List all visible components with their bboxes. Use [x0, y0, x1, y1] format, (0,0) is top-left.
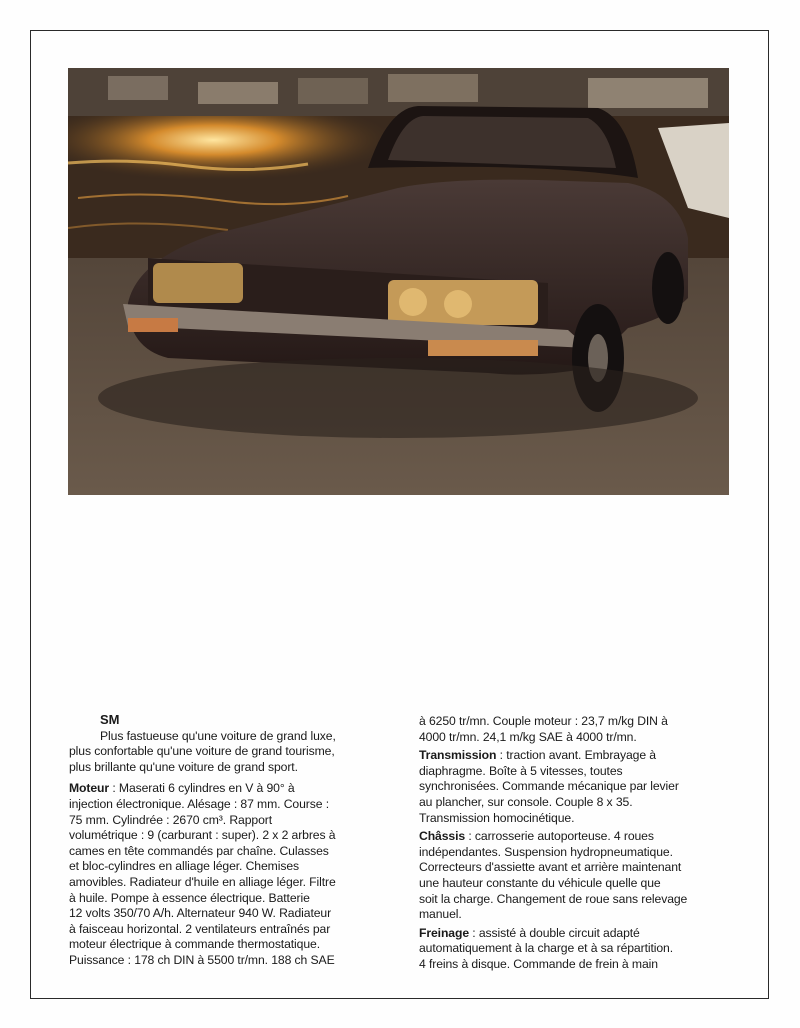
spec-chassis — [419, 829, 739, 923]
spec-line: indépendantes. Suspension hydropneumatique. — [419, 844, 673, 859]
spec-line: Puissance : 178 ch DIN à 5500 tr/mn. 188 ch SAE — [69, 952, 335, 967]
spec-line: soit la charge. Changement de roue sans relevage — [419, 891, 688, 906]
spec-line: à faisceau horizontal. 2 ventilateurs entraînés par — [69, 921, 331, 936]
spec-line: 4 freins à disque. Commande de frein à main — [419, 956, 658, 971]
intro-paragraph — [69, 729, 389, 776]
intro-line: plus brillante qu'une voiture de grand sport. — [69, 759, 298, 774]
spec-heading: Châssis — [419, 829, 466, 844]
spec-line: automatiquement à la charge et à sa répartition. — [419, 941, 674, 956]
spec-heading: Moteur — [69, 781, 110, 796]
spec-line: à huile. Pompe à essence électrique. Batterie — [69, 890, 310, 905]
spec-line: 4000 tr/mn. 24,1 m/kg SAE à 4000 tr/mn. — [419, 729, 637, 744]
spec-line: : Maserati 6 cylindres en V à 90° à — [112, 781, 295, 796]
spec-transmission — [419, 748, 739, 826]
spec-line: Transmission homocinétique. — [419, 810, 575, 825]
spec-line: moteur électrique à commande thermostatique. — [69, 937, 320, 952]
spec-line: amovibles. Radiateur d'huile en alliage léger. Filtre — [69, 874, 336, 889]
spec-line: volumétrique : 9 (carburant : super). 2 x 2 arbres à — [69, 828, 336, 843]
spec-line: au plancher, sur console. Couple 8 x 35. — [419, 794, 633, 809]
intro-line: plus confortable qu'une voiture de grand tourisme, — [69, 744, 335, 759]
spec-line: diaphragme. Boîte à 5 vitesses, toutes — [419, 763, 623, 778]
spec-line: manuel. — [419, 907, 462, 922]
spec-continuation — [419, 714, 739, 745]
spec-freinage — [419, 926, 739, 973]
model-title: SM — [100, 712, 120, 727]
right-text-column — [419, 714, 739, 973]
spec-line: 12 volts 350/70 A/h. Alternateur 940 W. Radiateur — [69, 906, 332, 921]
spec-heading: Transmission — [419, 748, 497, 763]
spec-line: et bloc-cylindres en alliage léger. Chemises — [69, 859, 299, 874]
spec-line: : assisté à double circuit adapté — [472, 925, 640, 940]
spec-line: synchronisées. Commande mécanique par levier — [419, 779, 679, 794]
spec-line: injection électronique. Alésage : 87 mm. Course : — [69, 796, 329, 811]
spec-line: : traction avant. Embrayage à — [499, 748, 656, 763]
car-photo-illustration — [68, 68, 729, 495]
car-photo — [68, 68, 729, 495]
left-text-column — [69, 712, 389, 969]
spec-line: Correcteurs d'assiette avant et arrière maintenant — [419, 860, 682, 875]
spec-line: 75 mm. Cylindrée : 2670 cm³. Rapport — [69, 812, 272, 827]
spec-line: à 6250 tr/mn. Couple moteur : 23,7 m/kg DIN à — [419, 714, 668, 728]
spec-line: une hauteur constante du véhicule quelle que — [419, 875, 661, 890]
spec-moteur — [69, 781, 389, 968]
spec-line: cames en tête commandés par chaîne. Culasses — [69, 843, 329, 858]
spec-line: : carrosserie autoporteuse. 4 roues — [468, 829, 654, 844]
spec-heading: Freinage — [419, 925, 469, 940]
intro-line: Plus fastueuse qu'une voiture de grand luxe, — [100, 728, 336, 743]
